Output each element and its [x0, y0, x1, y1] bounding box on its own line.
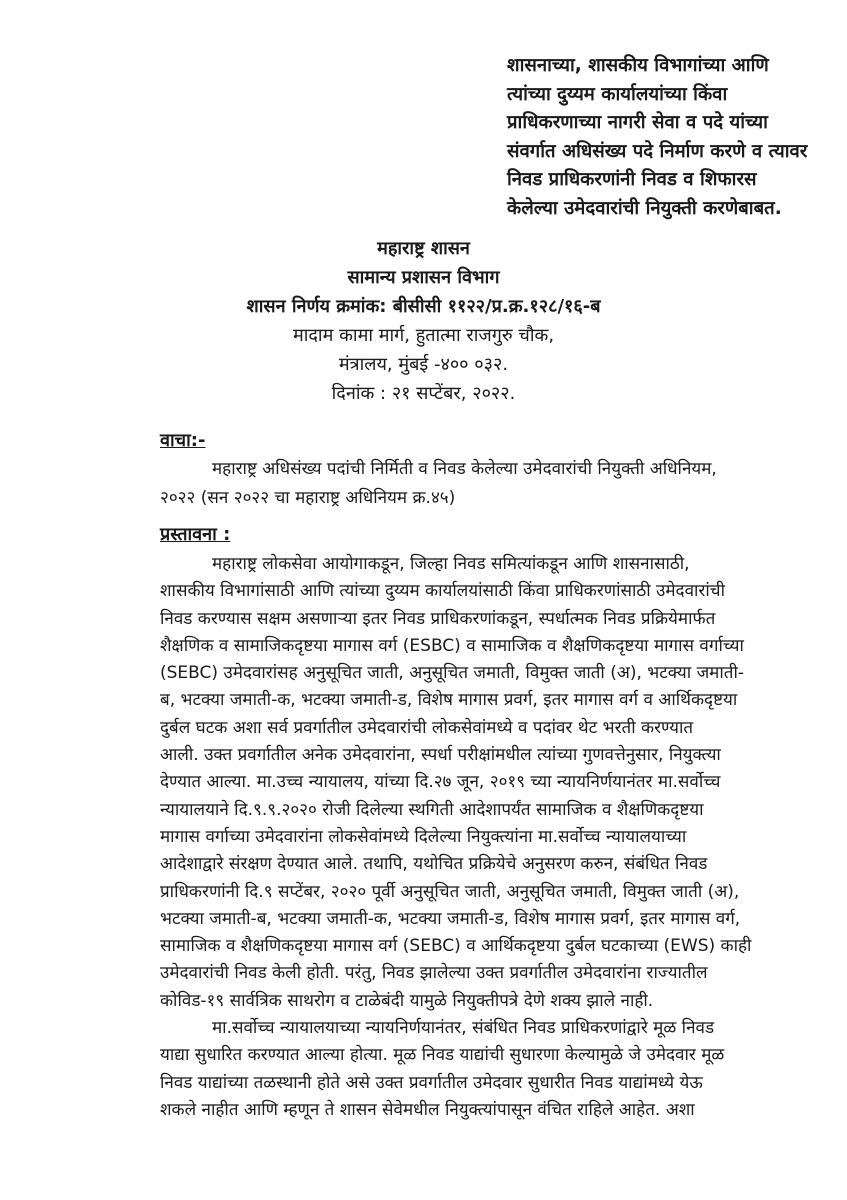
paragraph-line: देण्यात आल्या. मा.उच्च न्यायालय, यांच्या दि.२७ जून, २०१९ च्या न्यायनिर्णयानंतर मा.सर्वोच्च: [160, 772, 721, 793]
paragraph-line: (SEBC) उमेदवारांसह अनुसूचित जाती, अनुसूचित जमाती, विमुक्त जाती (अ), भटक्या जमाती-: [160, 663, 744, 684]
paragraph-line: उमेदवारांची निवड केली होती. परंतु, निवड झालेल्या उक्त प्रवर्गातील उमेदवारांना राज्यातील: [160, 963, 708, 984]
paragraph-line: दुर्बल घटक अशा सर्व प्रवर्गातील उमेदवारांची लोकसेवांमध्ये व पदांवर थेट भरती करण्यात: [160, 717, 694, 738]
paragraph-line: भटक्या जमाती-ब, भटक्या जमाती-क, भटक्या जमाती-ड, विशेष मागास प्रवर्ग, इतर मागास वर्ग,: [160, 908, 741, 929]
address-line-2: मंत्रालय, मुंबई -४०० ०३२.: [338, 354, 509, 375]
paragraph-line: मागास वर्गाच्या उमेदवारांना लोकसेवांमध्ये दिलेल्या नियुक्त्यांना मा.सर्वोच्च न्यायालयाच्या: [160, 826, 687, 847]
subject-block: [507, 52, 807, 223]
preamble-label: प्रस्तावना :: [160, 524, 231, 545]
subject-line: शासनाच्या, शासकीय विभागांच्या आणि: [507, 55, 769, 76]
preamble-paragraph-1: [160, 551, 807, 1015]
paragraph-line: सामाजिक व शैक्षणिकदृष्टया मागास वर्ग (SEBC) व आर्थिकदृष्टया दुर्बल घटकाच्या (EWS) काही: [160, 936, 752, 957]
subject-line: प्राधिकरणाच्या नागरी सेवा व पदे यांच्या: [507, 112, 768, 133]
paragraph-line: न्यायालयाने दि.९.९.२०२० रोजी दिलेल्या स्थगिती आदेशापर्यंत सामाजिक व शैक्षणिकदृष्टया: [160, 799, 704, 820]
preamble-paragraph-2: [160, 1015, 807, 1124]
paragraph-line: शैक्षणिक व सामाजिकदृष्टया मागास वर्ग (ESBC) व सामाजिक व शैक्षणिकदृष्टया मागास वर्गाच्या: [160, 635, 744, 656]
paragraph-line: शकले नाहीत आणि म्हणून ते शासन सेवेमधील नियुक्त्यांपासून वंचित राहिले आहेत. अशा: [160, 1099, 695, 1120]
paragraph-line: आदेशाद्वारे संरक्षण देण्यात आले. तथापि, यथोचित प्रक्रियेचे अनुसरण करुन, संबंधित निवड: [160, 854, 708, 875]
subject-line: संवर्गात अधिसंख्य पदे निर्माण करणे व त्यावर: [507, 140, 808, 162]
address-line-1: मादाम कामा मार्ग, हुतात्मा राजगुरु चौक,: [292, 325, 555, 346]
paragraph-line: प्राधिकरणांनी दि.९ सप्टेंबर, २०२० पूर्वी अनुसूचित जाती, अनुसूचित जमाती, विमुक्त जाती (अ),: [160, 881, 740, 902]
reference-label: वाचा:-: [160, 430, 206, 451]
paragraph-line: याद्या सुधारित करण्यात आल्या होत्या. मूळ निवड याद्यांची सुधारणा केल्यामुळे जे उमेदवार मूळ: [160, 1045, 725, 1066]
paragraph-line: आली. उक्त प्रवर्गातील अनेक उमेदवारांना, स्पर्धा परीक्षांमधील त्यांच्या गुणवत्तेनुसार, नियुक्त्या: [160, 745, 721, 766]
resolution-number: शासन निर्णय क्रमांक: बीसीसी ११२२/प्र.क्र.१२८/१६-ब: [246, 296, 601, 317]
department-name: सामान्य प्रशासन विभाग: [347, 267, 500, 288]
paragraph-line: शासकीय विभागांसाठी आणि त्यांच्या दुय्यम कार्यालयांसाठी किंवा प्राधिकरणांसाठी उमेदवारांची: [160, 581, 725, 602]
reference-text: [160, 455, 807, 513]
subject-line: निवड प्राधिकरणांनी निवड व शिफारस: [507, 169, 757, 190]
paragraph-line: कोविड-१९ सार्वत्रिक साथरोग व टाळेबंदी यामुळे नियुक्तीपत्रे देणे शक्य झाले नाही.: [160, 990, 654, 1011]
resolution-date: दिनांक : २१ सप्टेंबर, २०२२.: [331, 383, 516, 404]
government-name: महाराष्ट्र शासन: [377, 238, 470, 259]
paragraph-line: महाराष्ट्र लोकसेवा आयोगाकडून, जिल्हा निवड समित्यांकडून आणि शासनासाठी,: [212, 554, 690, 574]
paragraph-line: निवड करण्यास सक्षम असणाऱ्या इतर निवड प्राधिकरणांकडून, स्पर्धात्मक निवड प्रक्रियेमार्फत: [160, 608, 716, 629]
paragraph-line: मा.सर्वोच्च न्यायालयाच्या न्यायनिर्णयानंतर, संबंधित निवड प्राधिकरणांद्वारे मूळ निवड: [212, 1018, 715, 1038]
reference-line: महाराष्ट्र अधिसंख्य पदांची निर्मिती व निवड केलेल्या उमेदवारांची नियुक्ती अधिनियम,: [212, 459, 717, 479]
subject-line: त्यांच्या दुय्यम कार्यालयांच्या किंवा: [507, 83, 728, 105]
paragraph-line: निवड याद्यांच्या तळस्थानी होते असे उक्त प्रवर्गातील उमेदवार सुधारीत निवड याद्यांमध्ये येऊ: [160, 1072, 703, 1093]
subject-line: केलेल्या उमेदवारांची नियुक्ती करणेबाबत.: [507, 197, 782, 219]
paragraph-line: ब, भटक्या जमाती-क, भटक्या जमाती-ड, विशेष मागास प्रवर्ग, इतर मागास वर्ग व आर्थिकदृष्टया: [160, 690, 738, 711]
reference-line: २०२२ (सन २०२२ चा महाराष्ट्र अधिनियम क्र.४५): [160, 488, 456, 508]
